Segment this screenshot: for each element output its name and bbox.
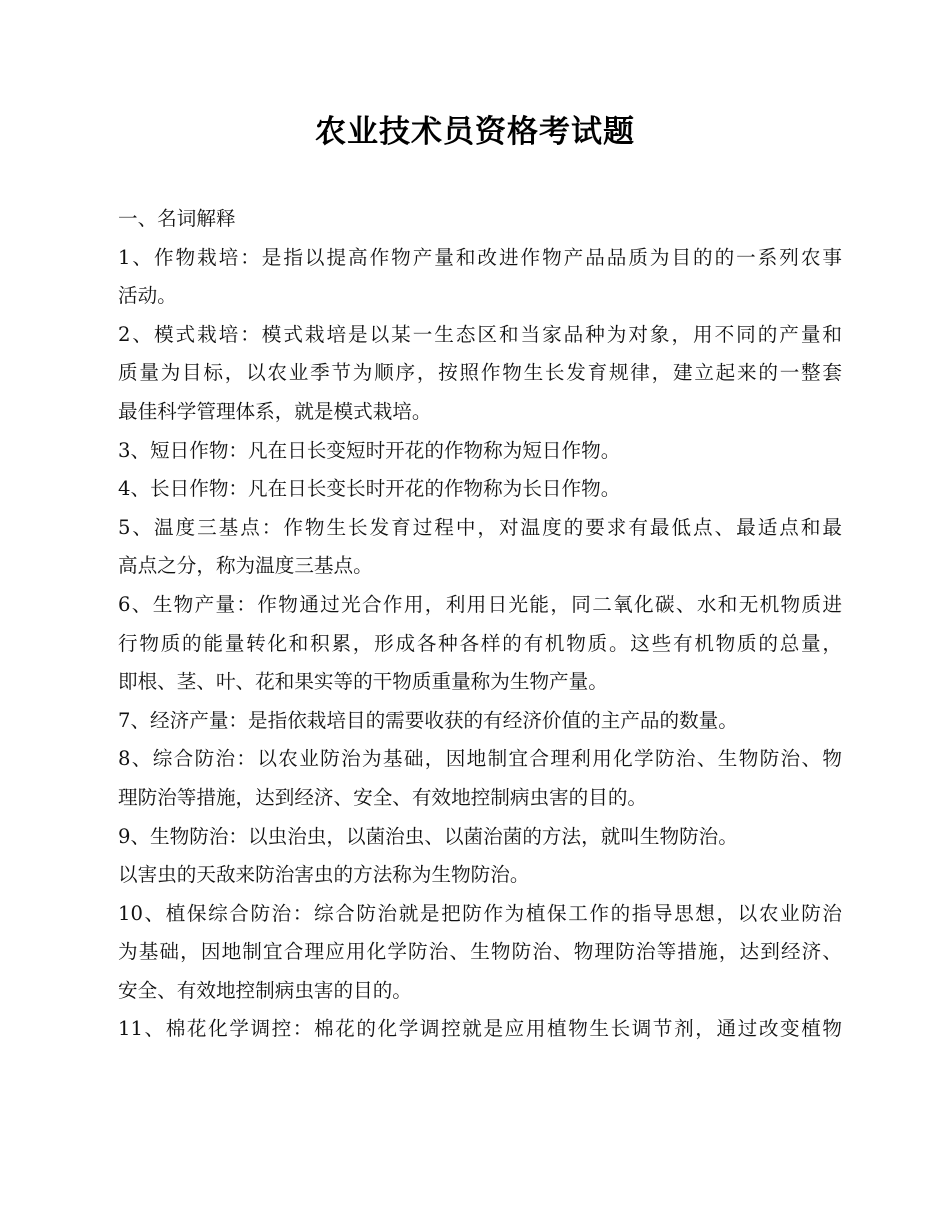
text-line: 5、温度三基点：作物生长发育过程中，对温度的要求有最低点、最适点和最	[118, 515, 842, 539]
text-line: 最佳科学管理体系，就是模式栽培。	[118, 399, 432, 423]
text-line: 7、经济产量：是指依栽培目的需要收获的有经济价值的主产品的数量。	[118, 708, 738, 732]
document-body	[118, 200, 842, 1049]
text-line: 2、模式栽培：模式栽培是以某一生态区和当家品种为对象，用不同的产量和	[118, 322, 842, 346]
text-line: 理防治等措施，达到经济、安全、有效地控制病虫害的目的。	[118, 785, 648, 809]
text-line: 安全、有效地控制病虫害的目的。	[118, 978, 412, 1002]
document-title: 农业技术员资格考试题	[315, 114, 635, 150]
text-line: 为基础，因地制宜合理应用化学防治、生物防治、物理防治等措施，达到经济、	[118, 940, 842, 964]
text-line: 11、棉花化学调控：棉花的化学调控就是应用植物生长调节剂，通过改变植物	[118, 1017, 842, 1041]
text-line: 6、生物产量：作物通过光合作用，利用日光能，同二氧化碳、水和无机物质进	[118, 592, 842, 616]
text-line: 4、长日作物：凡在日长变长时开花的作物称为长日作物。	[118, 477, 621, 501]
section-heading: 一、名词解释	[118, 207, 236, 230]
text-line: 3、短日作物：凡在日长变短时开花的作物称为短日作物。	[118, 438, 621, 462]
text-line: 1、作物栽培：是指以提高作物产量和改进作物产品品质为目的的一系列农事	[118, 245, 842, 269]
text-line: 质量为目标，以农业季节为顺序，按照作物生长发育规律，建立起来的一整套	[118, 361, 842, 385]
text-line: 9、生物防治：以虫治虫，以菌治虫、以菌治菌的方法，就叫生物防治。	[118, 824, 738, 848]
text-line: 10、植保综合防治：综合防治就是把防作为植保工作的指导思想，以农业防治	[118, 901, 842, 925]
text-line: 行物质的能量转化和积累，形成各种各样的有机物质。这些有机物质的总量，	[118, 631, 842, 655]
text-line: 活动。	[118, 284, 177, 308]
text-line: 即根、茎、叶、花和果实等的干物质重量称为生物产量。	[118, 670, 608, 694]
text-line: 8、综合防治：以农业防治为基础，因地制宜合理利用化学防治、生物防治、物	[118, 747, 842, 771]
text-line: 以害虫的天敌来防治害虫的方法称为生物防治。	[118, 863, 530, 887]
text-line: 高点之分，称为温度三基点。	[118, 554, 373, 578]
